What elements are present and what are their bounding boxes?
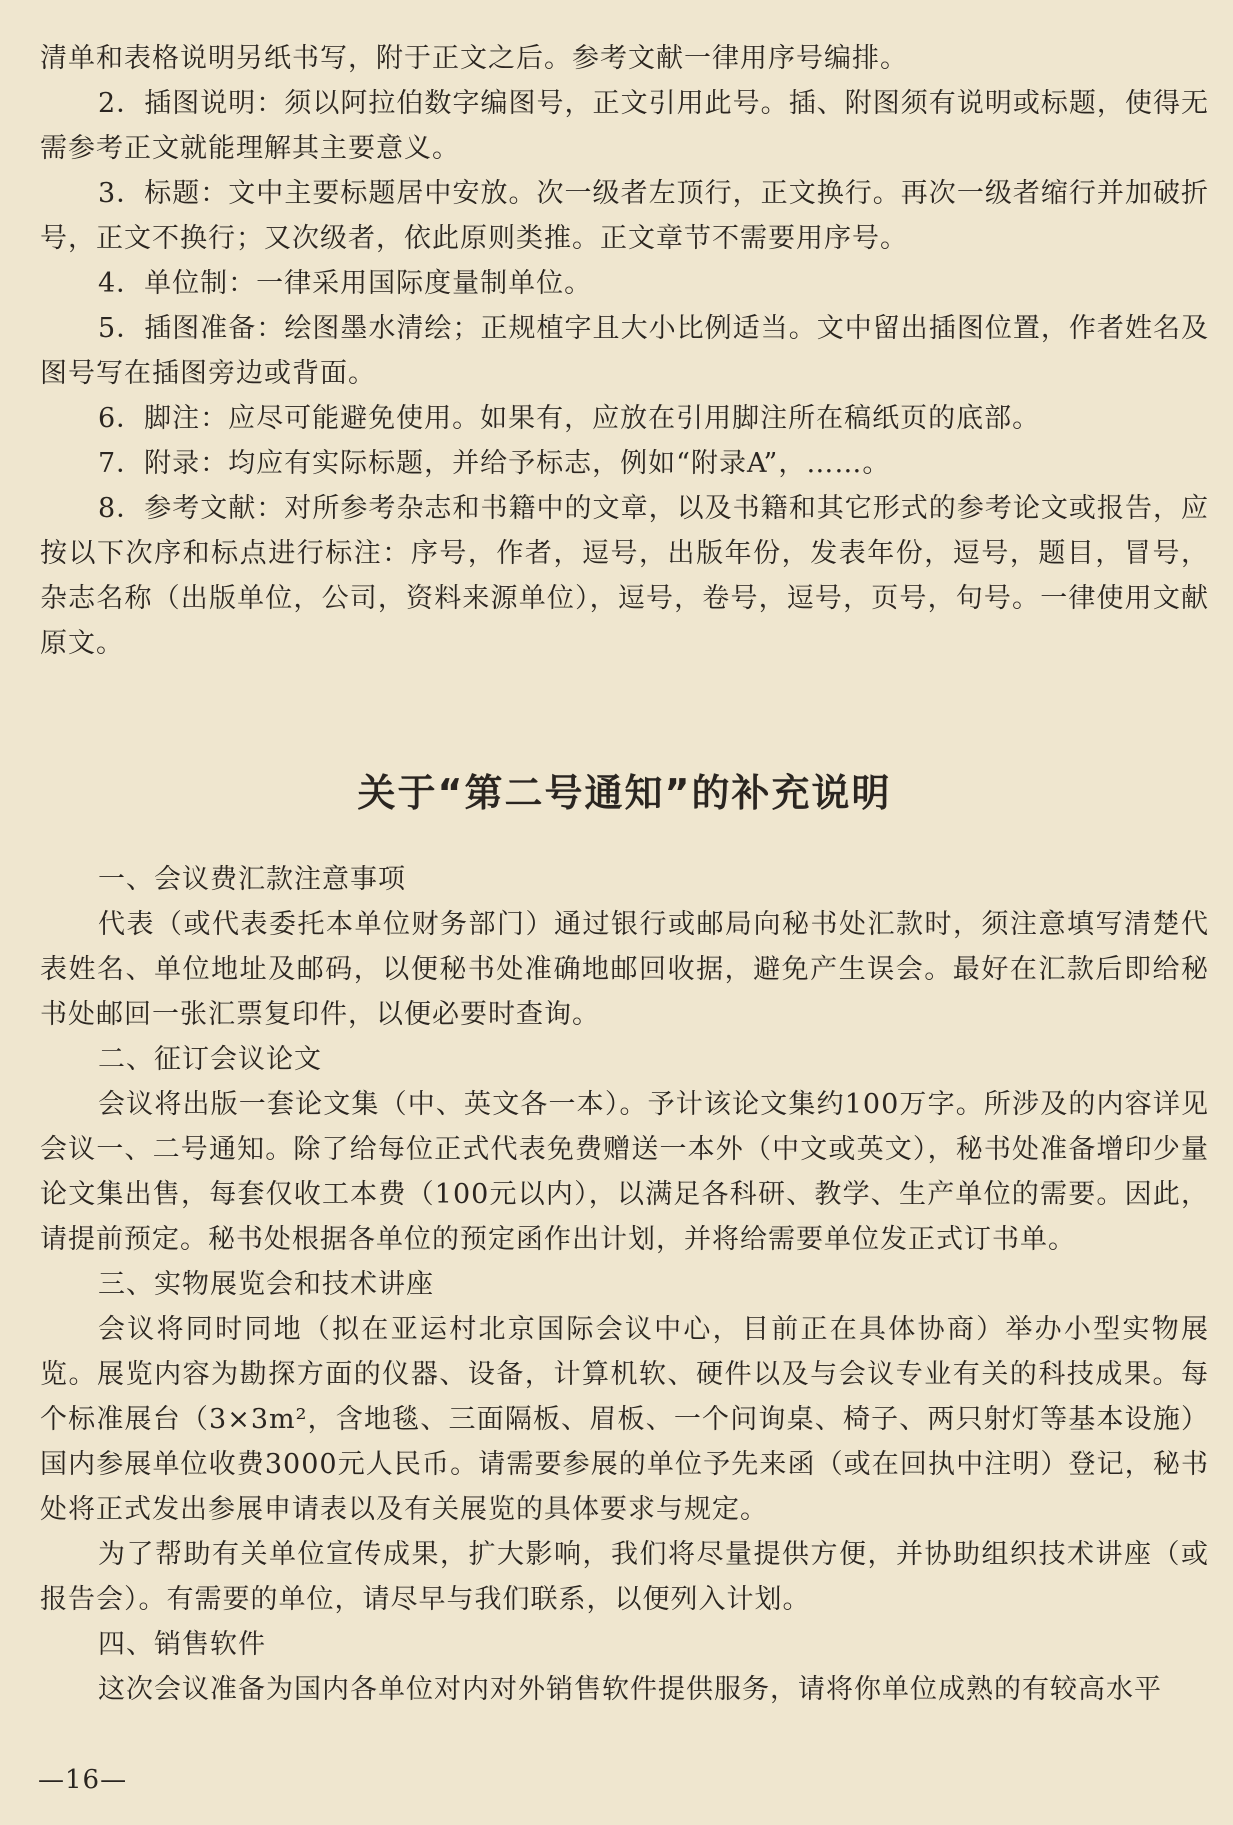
section-title-papers: 二、征订会议论文 [98,1044,322,1075]
paragraph-footnotes: 6．脚注：应尽可能避免使用。如果有，应放在引用脚注所在稿纸页的底部。 [98,403,1041,434]
paragraph-references: 8．参考文献：对所参考杂志和书籍中的文章，以及书籍和其它形式的参考论文或报告，应按以下次序和标点进行标注：序号，作者，逗号，出版年份，发表年份，逗号，题目，冒号，杂志名称（出版单位，公司，资料来源单位），逗号，卷号，逗号，页号，句号。一律使用文献原文。 [40,493,1209,659]
section-title-software: 四、销售软件 [98,1629,266,1660]
paragraph-figure-captions: 2．插图说明：须以阿拉伯数字编图号，正文引用此号。插、附图须有说明或标题，使得无需参考正文就能理解其主要意义。 [40,88,1209,164]
section-title-fee: 一、会议费汇款注意事项 [98,864,406,895]
page-number: —16— [38,1765,128,1795]
paragraph-fee: 代表（或代表委托本单位财务部门）通过银行或邮局向秘书处汇款时，须注意填写清楚代表姓名、单位地址及邮码，以便秘书处准确地邮回收据，避免产生误会。最好在汇款后即给秘书处邮回一张汇票复印件，以便必要时查询。 [40,909,1209,1030]
paragraph-units: 4．单位制：一律采用国际度量制单位。 [98,268,593,299]
paragraph-headings: 3．标题：文中主要标题居中安放。次一级者左顶行，正文换行。再次一级者缩行并加破折号，正文不换行；又次级者，依此原则类推。正文章节不需要用序号。 [40,178,1209,254]
paragraph-continuation: 清单和表格说明另纸书写，附于正文之后。参考文献一律用序号编排。 [40,43,908,74]
paragraph-papers: 会议将出版一套论文集（中、英文各一本）。予计该论文集约100万字。所涉及的内容详见会议一、二号通知。除了给每位正式代表免费赠送一本外（中文或英文），秘书处准备增印少量论文集出售，每套仅收工本费（100元以内），以满足各科研、教学、生产单位的需要。因此，请提前预定。秘书处根据各单位的预定函作出计划，并将给需要单位发正式订书单。 [40,1089,1209,1255]
paragraph-lectures: 为了帮助有关单位宣传成果，扩大影响，我们将尽量提供方便，并协助组织技术讲座（或报告会）。有需要的单位，请尽早与我们联系，以便列入计划。 [40,1539,1209,1615]
paragraph-exhibition: 会议将同时同地（拟在亚运村北京国际会议中心，目前正在具体协商）举办小型实物展览。展览内容为勘探方面的仪器、设备，计算机软、硬件以及与会议专业有关的科技成果。每个标准展台（3×3m²，含地毯、三面隔板、眉板、一个问询桌、椅子、两只射灯等基本设施）国内参展单位收费3000元人民币。请需要参展的单位予先来函（或在回执中注明）登记，秘书处将正式发出参展申请表以及有关展览的具体要求与规定。 [40,1314,1209,1525]
paragraph-figure-prep: 5．插图准备：绘图墨水清绘；正规植字且大小比例适当。文中留出插图位置，作者姓名及图号写在插图旁边或背面。 [40,313,1209,389]
paragraph-appendix: 7．附录：均应有实际标题，并给予标志，例如“附录A”，……。 [98,448,891,479]
section-title-exhibition: 三、实物展览会和技术讲座 [98,1269,434,1300]
section-heading: 关于“第二号通知”的补充说明 [357,771,892,815]
paragraph-software: 这次会议准备为国内各单位对内对外销售软件提供服务，请将你单位成熟的有较高水平 [98,1674,1162,1705]
